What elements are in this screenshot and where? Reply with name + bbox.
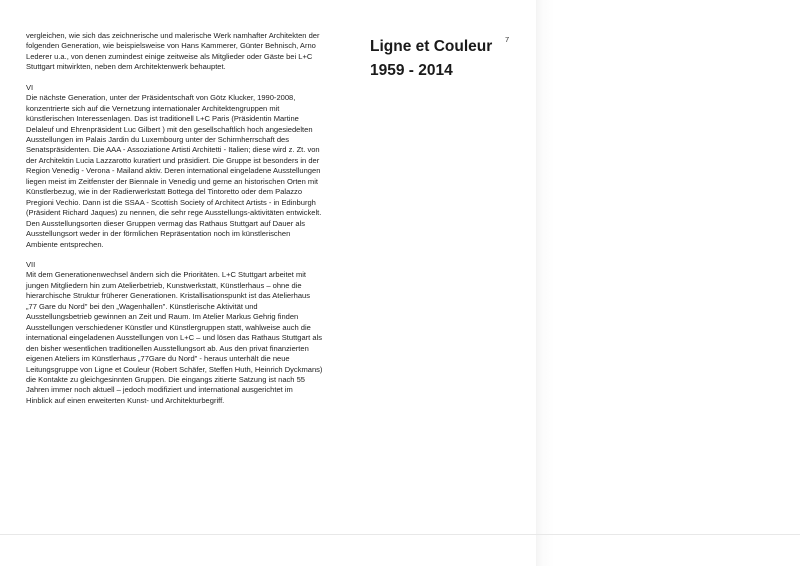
scan-edge-line bbox=[0, 534, 800, 535]
text-line: „77 Gare du Nord" bei den „Wagenhallen". Künstlerische Aktivität und bbox=[26, 301, 258, 311]
text-line: der Architektin Lucia Lazzarotto kuratiert und präsidiert. Die Gruppe ist besonders in der bbox=[26, 155, 320, 165]
text-line: Ambiente entsprechen. bbox=[26, 239, 104, 249]
text-line: liegen meist im Zeitfenster der Biennale in Venedig und gerne an historischen Orten mit bbox=[26, 176, 318, 186]
heading-years: 1959 - 2014 bbox=[370, 62, 453, 79]
text-line: Delaleuf und Ehrenpräsident Luc Gilbert ) mit den gesellschaftlich hoch angesiedelten bbox=[26, 124, 313, 134]
page-number: 7 bbox=[505, 35, 510, 44]
text-line: Pregioni Vechio. Dann ist die SSAA - Scottish Society of Architect Artists - in Edinburgh bbox=[26, 197, 316, 207]
body-text-column bbox=[26, 31, 356, 406]
text-line: Ausstellungen verschiedener Künstler und Künstlergruppen statt, wahlweise auch die bbox=[26, 322, 311, 332]
heading-title: Ligne et Couleur bbox=[370, 38, 493, 55]
text-line: Stuttgart mitwirkten, neben dem Architektenwerk behauptet. bbox=[26, 62, 226, 72]
text-line: Künstlerbezug, wie in der Radierwerkstatt Bottega del Tintoretto oder dem Palazzo bbox=[26, 187, 303, 197]
text-line: die Kontakte zu gleichgesinnten Gruppen. Die eingangs zitierte Satzung ist nach 55 bbox=[26, 374, 305, 384]
text-line: Senatspräsidenten. Die AAA - Assoziatione Artisti Architetti - Italien; diese wird z. Zt. von bbox=[26, 145, 320, 155]
text-line: Ausstellungsbetrieb gewinnen an Zeit und Raum. Im Atelier Markus Gehrig finden bbox=[26, 312, 299, 322]
text-line: international eingeladenen Ausstellungen von L+C – und lösen das Rathaus Stuttgart als bbox=[26, 333, 323, 343]
text-line: jungen Mitgliedern hin zum Atelierbetrieb, Kunstwerkstatt, Künstlerhaus – ohne die bbox=[26, 280, 302, 290]
page-heading bbox=[370, 35, 492, 83]
text-line: Jahren immer noch aktuell – jedoch modifiziert und international ausgerichtet im bbox=[26, 385, 293, 395]
text-line: vergleichen, wie sich das zeichnerische und malerische Werk namhafter Architekten der bbox=[26, 31, 320, 40]
intro-paragraph bbox=[26, 31, 356, 73]
text-line: konzentrierte sich auf die Vernetzung internationaler Architektengruppen mit bbox=[26, 103, 280, 113]
text-line: Den Ausstellungsorten dieser Gruppen vermag das Rathaus Stuttgart auf Dauer als bbox=[26, 218, 305, 228]
section-vi-paragraph bbox=[26, 93, 356, 250]
adjacent-page-edge bbox=[536, 0, 800, 566]
text-line: Lederer u.a., von denen zumindest einige zeitweise als Mitglieder oder Gäste bei L+C bbox=[26, 51, 313, 61]
text-line: künstlerischen Interessenlagen. Das ist traditionell L+C Paris (Präsidentin Martine bbox=[26, 114, 299, 124]
text-line: Hinblick auf einen erweiterten Kunst- und Architekturbegriff. bbox=[26, 395, 225, 405]
text-line: folgenden Generation, wie beispielsweise von Hans Kammerer, Günter Behnisch, Arno bbox=[26, 41, 316, 51]
text-line: Die nächste Generation, unter der Präsidentschaft von Götz Klucker, 1990-2008, bbox=[26, 93, 296, 103]
text-line: den bisher wesentlichen traditionellen Ausstellungsort ab. Aus den privat finanzierten bbox=[26, 343, 309, 353]
section-number-vii: VII bbox=[26, 260, 36, 270]
text-line: Region Venedig - Verona - Mailand aktiv. Deren international eingeladene Ausstellungen bbox=[26, 166, 321, 176]
text-line: eigenen Ateliers im Künstlerhaus „77Gare du Nord" - heraus unterhält die neue bbox=[26, 354, 290, 364]
text-line: Mit dem Generationenwechsel ändern sich die Prioritäten. L+C Stuttgart arbeitet mit bbox=[26, 270, 307, 280]
text-line: hierarchische Struktur früherer Generationen. Kristallisationspunkt ist das Atelierhaus bbox=[26, 291, 310, 301]
text-line: Ausstellungsort weder in der förmlichen Repräsentation noch im künstlerischen bbox=[26, 229, 291, 239]
section-number-vi: VI bbox=[26, 82, 34, 92]
text-line: (Präsident Richard Jaques) zu nennen, die sehr rege Ausstellungs-aktivitäten entwickelt. bbox=[26, 208, 322, 218]
text-line: Ausstellungen im Palais Jardin du Luxembourg unter der Schirmherrschaft des bbox=[26, 135, 290, 145]
text-line: Leitungsgruppe von Ligne et Couleur (Robert Schäfer, Steffen Huth, Heinrich Dyckmans) bbox=[26, 364, 323, 374]
section-vii-paragraph bbox=[26, 270, 356, 406]
